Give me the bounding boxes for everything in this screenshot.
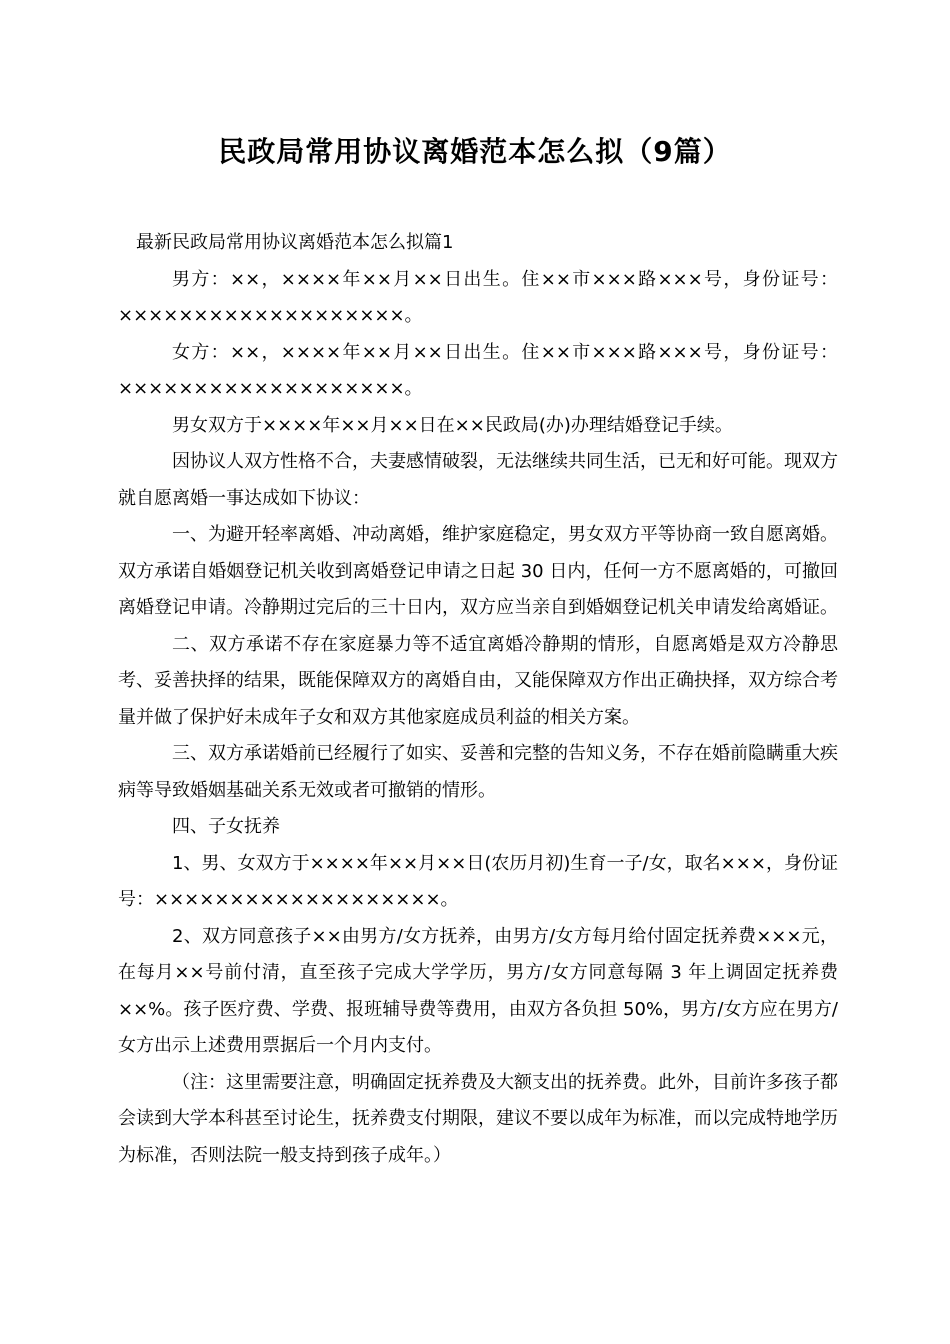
- section-heading: 最新民政局常用协议离婚范本怎么拟篇1: [136, 232, 454, 253]
- paragraph-husband-info: 男方：××，××××年××月××日出生。住××市×××路×××号，身份证号：×××××××××××××××××××。: [118, 268, 838, 326]
- paragraph-clause-2: 二、双方承诺不存在家庭暴力等不适宜离婚冷静期的情形，自愿离婚是双方冷静思考、妥善抉择的结果，既能保障双方的离婚自由，又能保障双方作出正确抉择，双方综合考量并做了保护好未成年子女和双方其他家庭成员利益的相关方案。: [118, 633, 838, 728]
- document-body: [118, 225, 838, 1174]
- paragraph-clause-4-heading: 四、子女抚养: [172, 816, 280, 837]
- document-title: 民政局常用协议离婚范本怎么拟（9篇）: [218, 135, 732, 168]
- paragraph-clause-3: 三、双方承诺婚前已经履行了如实、妥善和完整的告知义务，不存在婚前隐瞒重大疾病等导致婚姻基础关系无效或者可撤销的情形。: [118, 743, 838, 801]
- paragraph-reason: 因协议人双方性格不合，夫妻感情破裂，无法继续共同生活，已无和好可能。现双方就自愿离婚一事达成如下协议：: [118, 451, 838, 509]
- paragraph-child-support: 2、双方同意孩子××由男方/女方抚养，由男方/女方每月给付固定抚养费×××元，在每月××号前付清，直至孩子完成大学学历，男方/女方同意每隔 3 年上调固定抚养费××%。孩子医疗费、学费、报班辅导费等费用，由双方各负担 50%，男方/女方应在男方/女方出示上述费用票据后一个月内支付。: [118, 925, 838, 1056]
- paragraph-child-info: 1、男、女双方于××××年××月××日(农历月初)生育一子/女，取名×××，身份证号：×××××××××××××××××××。: [118, 852, 838, 910]
- paragraph-clause-1: 一、为避开轻率离婚、冲动离婚，维护家庭稳定，男女双方平等协商一致自愿离婚。双方承诺自婚姻登记机关收到离婚登记申请之日起 30 日内，任何一方不愿离婚的，可撤回离婚登记申请。冷静期过完后的三十日内，双方应当亲自到婚姻登记机关申请发给离婚证。: [118, 524, 838, 618]
- paragraph-wife-info: 女方：××，××××年××月××日出生。住××市×××路×××号，身份证号：×××××××××××××××××××。: [118, 341, 838, 399]
- paragraph-note: （注：这里需要注意，明确固定抚养费及大额支出的抚养费。此外，目前许多孩子都会读到大学本科甚至讨论生，抚养费支付期限，建议不要以成年为标准，而以完成特地学历为标准，否则法院一般支持到孩子成年。）: [118, 1071, 838, 1166]
- paragraph-marriage-registration: 男女双方于××××年××月××日在××民政局(办)办理结婚登记手续。: [172, 414, 733, 436]
